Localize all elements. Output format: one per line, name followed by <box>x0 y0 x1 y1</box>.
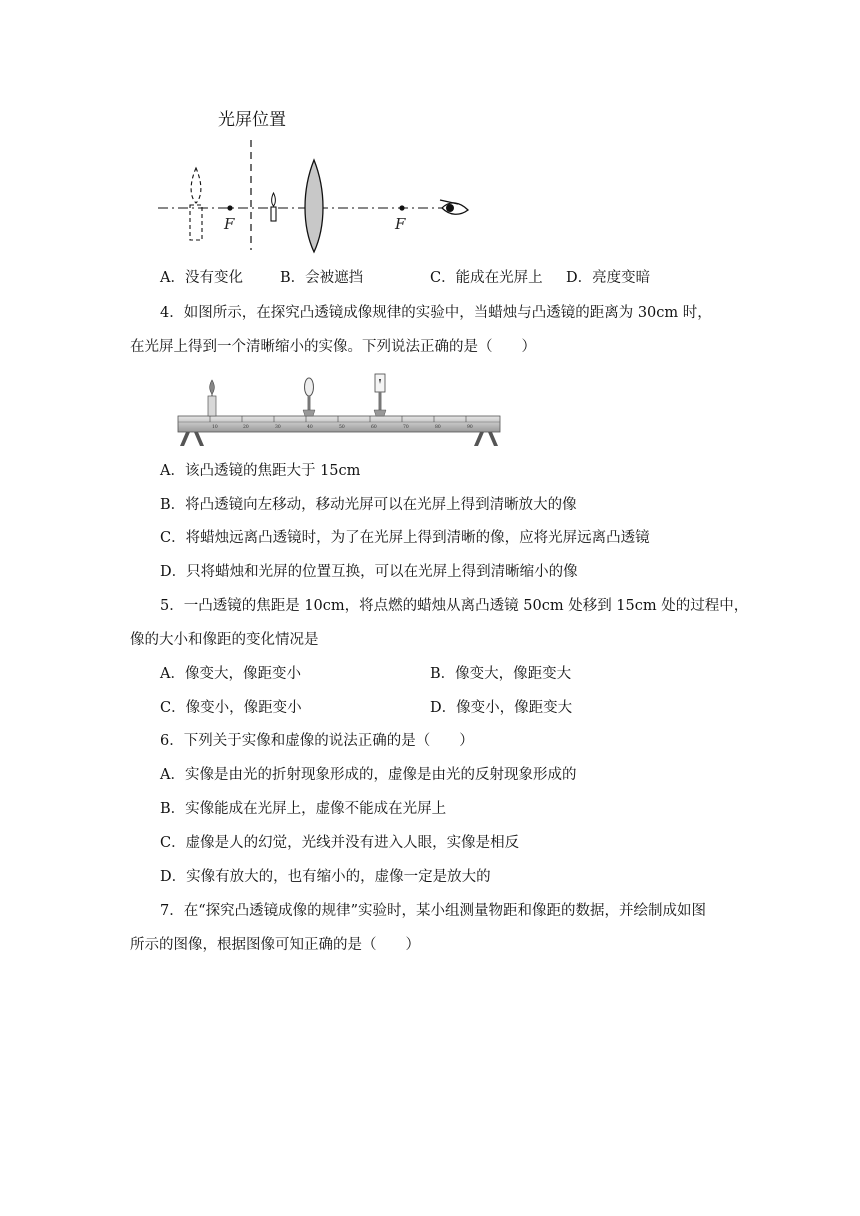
focus-label-left: F <box>224 215 235 233</box>
bench-leg-left <box>180 432 204 446</box>
q6-option-d[interactable]: D．实像有放大的，也有缩小的，虚像一定是放大的 <box>160 869 491 885</box>
q5-stem-line2: 像的大小和像距的变化情况是 <box>130 632 319 648</box>
q5-stem-line1: 5．一凸透镜的焦距是 10cm，将点燃的蜡烛从离凸透镜 50cm 处移到 15cm 处的过程中， <box>160 598 749 614</box>
light-screen <box>374 374 386 416</box>
dashed-candle-image <box>190 168 202 240</box>
bench-tick-50: 50 <box>339 425 345 430</box>
bench-tick-30: 30 <box>275 425 281 430</box>
eye-icon <box>440 200 468 214</box>
bench-tick-80: 80 <box>435 425 441 430</box>
q3-option-b[interactable]: B．会被遮挡 <box>280 270 364 286</box>
bench-tick-70: 70 <box>403 425 409 430</box>
bench-tick-90: 90 <box>467 425 473 430</box>
focus-point-right <box>399 205 404 210</box>
screen-position-label: 光屏位置 <box>218 110 286 130</box>
q5-option-b[interactable]: B．像变大，像距变大 <box>430 666 572 682</box>
q4-option-b[interactable]: B．将凸透镜向左移动，移动光屏可以在光屏上得到清晰放大的像 <box>160 497 577 513</box>
bench-tick-10: 10 <box>212 425 218 430</box>
q5-option-c[interactable]: C．像变小，像距变小 <box>160 700 302 716</box>
bench-tick-60: 60 <box>371 425 377 430</box>
focus-point-left <box>227 205 232 210</box>
q6-stem: 6．下列关于实像和虚像的说法正确的是（ ） <box>160 733 474 749</box>
q5-option-d[interactable]: D．像变小，像距变大 <box>430 700 573 716</box>
q6-option-b[interactable]: B．实像能成在光屏上，虚像不能成在光屏上 <box>160 801 447 817</box>
q4-option-c[interactable]: C．将蜡烛远离凸透镜时，为了在光屏上得到清晰的像，应将光屏远离凸透镜 <box>160 530 650 546</box>
lens-holder <box>303 378 315 416</box>
q3-option-a[interactable]: A．没有变化 <box>160 270 243 286</box>
q4-option-a[interactable]: A．该凸透镜的焦距大于 15cm <box>160 463 361 479</box>
q4-stem-line2: 在光屏上得到一个清晰缩小的实像。下列说法正确的是（ ） <box>130 339 536 355</box>
candle <box>208 380 216 416</box>
q6-option-c[interactable]: C．虚像是人的幻觉，光线并没有进入人眼，实像是相反 <box>160 835 520 851</box>
q6-option-a[interactable]: A．实像是由光的折射现象形成的，虚像是由光的反射现象形成的 <box>160 767 577 783</box>
convex-lens <box>305 160 323 252</box>
bench-tick-40: 40 <box>307 425 313 430</box>
bench-leg-right <box>474 432 498 446</box>
q7-stem-line1: 7．在“探究凸透镜成像的规律”实验时，某小组测量物距和像距的数据，并绘制成如图 <box>160 903 707 919</box>
lens-diagram <box>150 100 480 260</box>
bench-tick-20: 20 <box>243 425 249 430</box>
small-candle <box>271 193 276 221</box>
q3-option-d[interactable]: D．亮度变暗 <box>566 270 651 286</box>
q5-option-a[interactable]: A．像变大，像距变小 <box>160 666 301 682</box>
q4-stem-line1: 4．如图所示，在探究凸透镜成像规律的实验中，当蜡烛与凸透镜的距离为 30cm 时， <box>160 305 712 321</box>
optical-bench-diagram <box>170 370 510 448</box>
q4-option-d[interactable]: D．只将蜡烛和光屏的位置互换，可以在光屏上得到清晰缩小的像 <box>160 564 578 580</box>
q3-option-c[interactable]: C．能成在光屏上 <box>430 270 543 286</box>
focus-label-right: F <box>395 215 406 233</box>
q7-stem-line2: 所示的图像，根据图像可知正确的是（ ） <box>130 937 420 953</box>
